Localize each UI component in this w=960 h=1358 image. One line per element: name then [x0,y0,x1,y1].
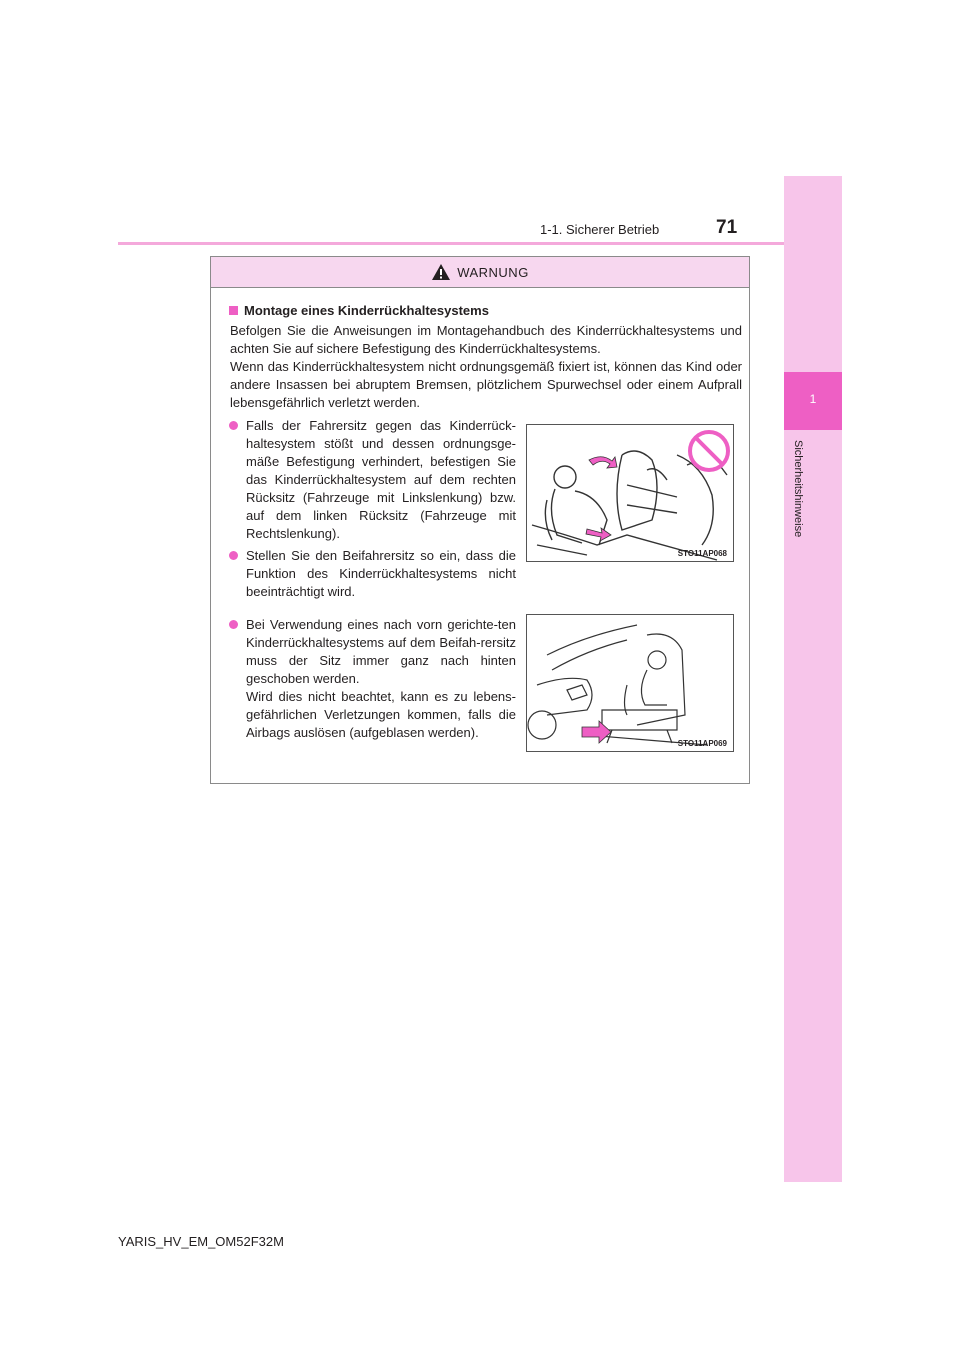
chapter-number: 1 [809,392,817,406]
forward-seat-illustration [527,615,733,751]
bullet-item-1 [229,417,516,543]
chapter-name-label: Sicherheitshinweise [792,440,804,538]
bullet-text-1: Falls der Fahrersitz gegen das Kinderrück-haltesystem stößt und dessen ordnungsge-mäße Befestigung verhindert, befestigen Sie das Kinderrückhaltesystem auf dem rechten Rücksitz (Fahrzeuge mit Linkslenkung) bzw. auf dem linken Rücksitz (Fahrzeuge mit Rechtslenkung). [246,418,516,541]
square-bullet-icon [229,306,238,315]
bullet-item-2 [229,547,516,601]
paragraph-2: Wenn das Kinderrückhaltesystem nicht ordnungsgemäß fixiert ist, können das Kind oder andere Insassen bei abruptem Bremsen, plötzlichem Spurwechsel oder einem Aufprall lebensgefährlich verletzt werden. [230,359,742,410]
bullet-dot-icon [229,551,238,560]
warning-triangle-icon [431,263,451,281]
header-rule [118,242,784,245]
subheading-text: Montage eines Kinderrückhaltesystems [244,303,489,318]
warning-subheading [229,303,489,318]
warning-header [211,257,749,288]
chapter-side-tab [784,176,842,1182]
bullet-text-3-extra: Wird dies nicht beachtet, kann es zu lebens-gefährlichen Verletzungen kommen, falls die Airbags auslösen (aufgeblasen werden). [246,689,516,740]
bullet-dot-icon [229,620,238,629]
section-title: 1-1. Sicherer Betrieb [540,222,660,237]
warning-paragraph [230,322,742,412]
bullet-text-3-main: Bei Verwendung eines nach vorn gerichte-ten Kinderrückhaltesystems auf dem Beifah-rersitz muss der Sitz immer ganz nach hinten geschoben werden. [246,617,516,686]
figure-seat-collision [526,424,734,562]
bullet-text-2: Stellen Sie den Beifahrersitz so ein, dass die Funktion des Kinderrückhaltesystems nicht beeinträchtigt wird. [246,548,516,599]
page-number: 71 [716,217,738,238]
chapter-name [792,440,820,590]
warning-box [210,256,750,784]
paragraph-1: Befolgen Sie die Anweisungen im Montagehandbuch des Kinderrückhaltesystems und achten Sie auf sichere Befestigung des Kinderrückhaltesystems. [230,323,742,356]
figure-label-2: STO11AP069 [677,739,727,748]
bullet-dot-icon [229,421,238,430]
seat-collision-illustration [527,425,733,561]
warning-title: WARNUNG [457,264,529,280]
document-code: YARIS_HV_EM_OM52F32M [118,1234,284,1249]
bullet-item-3 [229,616,516,742]
figure-label-1: STO11AP068 [677,549,727,558]
bullet-text-3 [246,616,516,742]
figure-forward-seat [526,614,734,752]
